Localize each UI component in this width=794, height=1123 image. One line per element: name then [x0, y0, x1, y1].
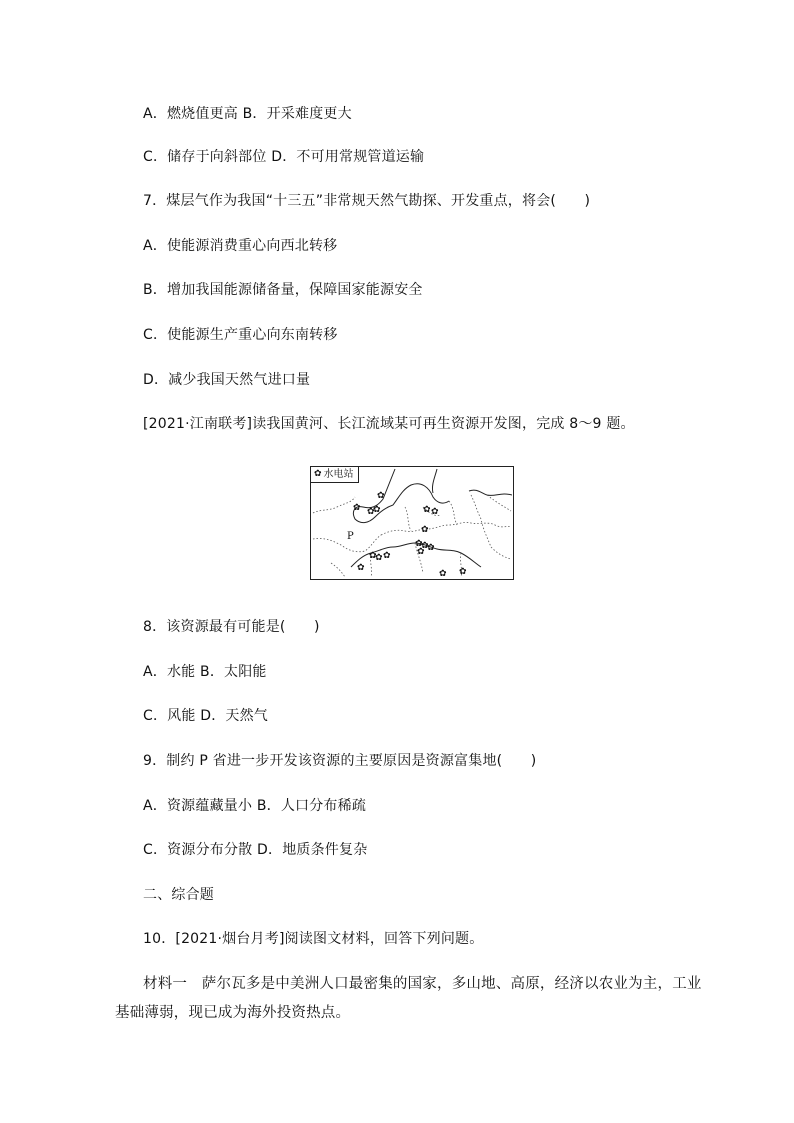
question-8: 8．该资源最有可能是( ): [143, 619, 320, 635]
question-10: 10．[2021·烟台月考]阅读图文材料，回答下列问题。: [143, 931, 484, 947]
hydropower-station-icon: ✿: [367, 507, 375, 517]
hydropower-map: [310, 466, 514, 580]
map-legend: [311, 467, 359, 483]
option-line-6cd: C．储存于向斜部位 D．不可用常规管道运输: [143, 149, 425, 165]
hydropower-station-icon: ✿: [314, 469, 322, 479]
hydropower-station-icon: ✿: [373, 505, 381, 515]
hydropower-station-icon: ✿: [421, 525, 429, 535]
hydropower-station-icon: ✿: [459, 567, 467, 577]
hydropower-station-icon: ✿: [383, 551, 391, 561]
option-9cd: C．资源分布分散 D．地质条件复杂: [143, 842, 368, 858]
hydropower-station-icon: ✿: [357, 563, 365, 573]
hydropower-station-icon: ✿: [353, 503, 361, 513]
option-line-6ab: A．燃烧值更高 B．开采难度更大: [143, 106, 352, 122]
section-heading-comprehensive: 二、综合题: [143, 887, 214, 903]
hydropower-station-icon: ✿: [415, 539, 423, 549]
hydropower-station-icon: ✿: [369, 551, 377, 561]
option-7d: D．减少我国天然气进口量: [143, 372, 311, 388]
material-1-line-1: 材料一 萨尔瓦多是中美洲人口最密集的国家，多山地、高原，经济以农业为主，工业: [143, 976, 702, 992]
hydropower-station-icon: ✿: [439, 569, 447, 579]
option-8ab: A．水能 B．太阳能: [143, 664, 267, 680]
map-drawing: [311, 467, 512, 578]
hydropower-station-icon: ✿: [427, 543, 435, 553]
hydropower-station-icon: ✿: [377, 491, 385, 501]
option-7b: B．增加我国能源储备量，保障国家能源安全: [143, 282, 423, 298]
hydropower-station-icon: ✿: [431, 507, 439, 517]
question-9: 9．制约 P 省进一步开发该资源的主要原因是资源富集地( ): [143, 753, 537, 769]
option-7c: C．使能源生产重心向东南转移: [143, 327, 338, 343]
material-1-line-2: 基础薄弱，现已成为海外投资热点。: [115, 1005, 351, 1021]
option-8cd: C．风能 D．天然气: [143, 708, 269, 724]
question-7: 7．煤层气作为我国“十三五”非常规天然气勘探、开发重点，将会( ): [143, 193, 591, 209]
legend-label: 水电站: [323, 469, 354, 480]
hydropower-station-icon: ✿: [421, 541, 429, 551]
hydropower-station-icon: ✿: [375, 553, 383, 563]
hydropower-station-icon: ✿: [423, 505, 431, 515]
province-p-label: P: [347, 531, 354, 542]
hydropower-station-icon: ✿: [417, 547, 425, 557]
option-9ab: A．资源蕴藏量小 B．人口分布稀疏: [143, 798, 367, 814]
option-7a: A．使能源消费重心向西北转移: [143, 238, 338, 254]
section-intro-8-9: [2021·江南联考]读我国黄河、长江流域某可再生资源开发图，完成 8～9 题。: [143, 416, 635, 432]
